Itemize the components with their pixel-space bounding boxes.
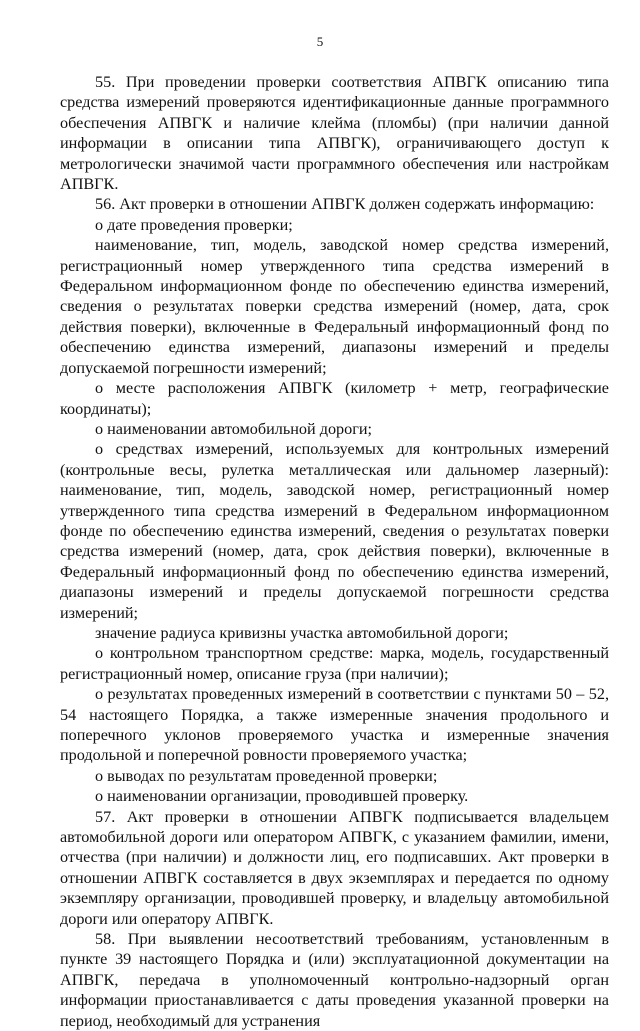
list-item-control-instruments: о средствах измерений, используемых для контрольных измерений (контрольные весы, рулетка металлическая или дальномер лазерный): наименование, тип, модель, заводской номер, регистрационный номер утвержденного типа средства измерений в Федеральном информационном фонде по обеспечению единства измерений, сведения о результатах поверки средства измерений (номер, дата, срок действия поверки), включенные в Федеральный информационный фонд по обеспечению единства измерений, диапазоны измерений и пределы допускаемой погрешности средства измерений;: [60, 440, 609, 622]
list-item-inspection-date: о дате проведения проверки;: [95, 215, 293, 234]
page-number: 5: [316, 34, 324, 49]
paragraph-56: 56. Акт проверки в отношении АПВГК должен содержать информацию:: [95, 195, 595, 214]
paragraph-58: 58. При выявлении несоответствий требованиям, установленным в пункте 39 настоящего Порядка и (или) эксплуатационной документации на АПВГК, передача в уполномоченный контрольно-надзорный орган информации приостанавливается с даты проведения указанной проверки на период, необходимый для устранения: [60, 930, 609, 1030]
list-item-conclusions: о выводах по результатам проведенной проверки;: [95, 766, 438, 785]
list-item-instrument-details: наименование, тип, модель, заводской номер средства измерений, регистрационный номер утвержденного типа средства измерений в Федеральном информационном фонде по обеспечению единства измерений, сведения о результатах поверки средства измерений (номер, дата, срок действия поверки), включенные в Федеральный информационный фонд по обеспечению единства измерений, диапазоны измерений и пределы допускаемой погрешности измерений;: [60, 236, 609, 377]
list-item-curvature-radius: значение радиуса кривизны участка автомобильной дороги;: [95, 623, 509, 642]
list-item-organization: о наименовании организации, проводившей проверку.: [95, 787, 469, 806]
document-body: [60, 72, 609, 1031]
paragraph-57: 57. Акт проверки в отношении АПВГК подписывается владельцем автомобильной дороги или оператором АПВГК, с указанием фамилии, имени, отчества (при наличии) и должности лиц, его подписавших. Акт проверки в отношении АПВГК составляется в двух экземплярах и передается по одному экземпляру организации, проводившей проверку, и владельцу автомобильной дороги или оператору АПВГК.: [60, 807, 609, 928]
list-item-measurement-results: о результатах проведенных измерений в соответствии с пунктами 50 – 52, 54 настоящего Порядка, а также измеренные значения продольного и поперечного уклонов проверяемого участка и измеренные значения продольной и поперечной ровности проверяемого участка;: [60, 685, 609, 765]
paragraph-55: 55. При проведении проверки соответствия АПВГК описанию типа средства измерений проверяются идентификационные данные программного обеспечения АПВГК и наличие клейма (пломбы) (при наличии данной информации в описании типа АПВГК), ограничивающего доступ к метрологически значимой части программного обеспечения или настройкам АПВГК.: [60, 73, 609, 194]
list-item-control-vehicle: о контрольном транспортном средстве: марка, модель, государственный регистрационный номер, описание груза (при наличии);: [60, 644, 609, 683]
list-item-location: о месте расположения АПВГК (километр + метр, географические координаты);: [60, 379, 609, 418]
list-item-road-name: о наименовании автомобильной дороги;: [95, 419, 373, 438]
